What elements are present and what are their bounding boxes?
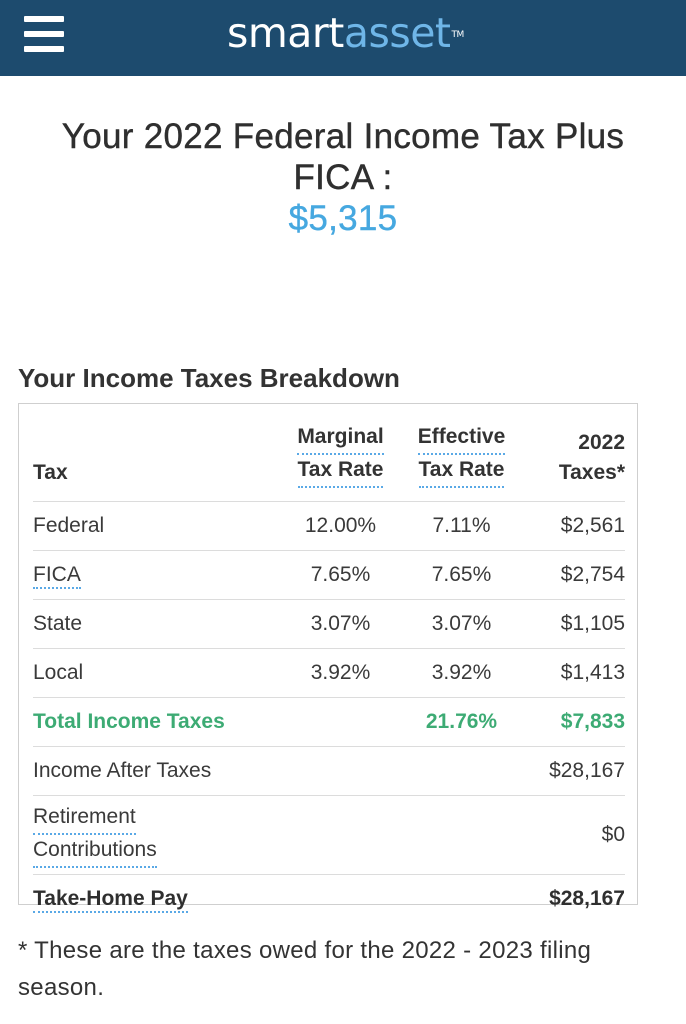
take-home-label-cell bbox=[33, 875, 283, 924]
table-header-row bbox=[33, 404, 625, 502]
row-fica-marginal: 7.65% bbox=[283, 551, 398, 600]
hamburger-menu-icon[interactable] bbox=[24, 16, 64, 52]
table-row bbox=[33, 649, 625, 698]
table-row bbox=[33, 600, 625, 649]
footnote: * These are the taxes owed for the 2022 - 2023 filing season. bbox=[18, 937, 592, 1001]
table-row bbox=[33, 502, 625, 551]
menu-bar-line bbox=[24, 16, 64, 22]
row-fica-effective: 7.65% bbox=[398, 551, 525, 600]
total-effective: 21.76% bbox=[398, 698, 525, 747]
after-taxes-amount: $28,167 bbox=[525, 747, 625, 796]
total-amount: $7,833 bbox=[525, 698, 625, 747]
menu-bar-line bbox=[24, 31, 64, 37]
row-federal-effective: 7.11% bbox=[398, 502, 525, 551]
logo-asset-text: asset bbox=[343, 9, 451, 57]
row-federal-marginal: 12.00% bbox=[283, 502, 398, 551]
total-marginal-empty bbox=[283, 698, 398, 747]
header-marginal-rate[interactable] bbox=[283, 404, 398, 502]
retirement-label-line-1[interactable]: Retirement bbox=[33, 802, 136, 835]
row-fica-label-cell bbox=[33, 551, 283, 600]
row-local-marginal: 3.92% bbox=[283, 649, 398, 698]
top-nav-bar bbox=[0, 0, 686, 76]
retirement-row bbox=[33, 796, 625, 875]
retirement-label-cell bbox=[33, 796, 283, 875]
row-fica-label[interactable]: FICA bbox=[33, 563, 81, 589]
after-taxes-label: Income After Taxes bbox=[33, 747, 283, 796]
header-marginal-line-1: Marginal bbox=[297, 422, 383, 455]
menu-bar-line bbox=[24, 46, 64, 52]
title-line-2: FICA : bbox=[293, 158, 393, 197]
row-state-effective: 3.07% bbox=[398, 600, 525, 649]
row-federal-amount: $2,561 bbox=[525, 502, 625, 551]
retirement-label-line-2[interactable]: Contributions bbox=[33, 835, 157, 868]
smartasset-logo[interactable] bbox=[227, 10, 464, 56]
retirement-amount: $0 bbox=[525, 796, 625, 875]
row-state-marginal: 3.07% bbox=[283, 600, 398, 649]
breakdown-heading: Your Income Taxes Breakdown bbox=[18, 363, 400, 393]
total-row bbox=[33, 698, 625, 747]
logo-trademark: TM bbox=[451, 30, 464, 40]
take-home-row bbox=[33, 875, 625, 924]
header-taxes-line-1: 2022 bbox=[578, 431, 625, 454]
total-label: Total Income Taxes bbox=[33, 698, 283, 747]
row-local-label: Local bbox=[33, 649, 283, 698]
page-title bbox=[0, 116, 686, 239]
row-local-amount: $1,413 bbox=[525, 649, 625, 698]
total-tax-amount: $5,315 bbox=[288, 199, 398, 238]
header-marginal-line-2: Tax Rate bbox=[298, 455, 384, 488]
logo-smart-text: smart bbox=[227, 9, 344, 57]
take-home-amount: $28,167 bbox=[525, 875, 625, 924]
title-line-1: Your 2022 Federal Income Tax Plus bbox=[61, 117, 625, 156]
row-state-label: State bbox=[33, 600, 283, 649]
header-taxes-line-2: Taxes* bbox=[558, 461, 625, 484]
row-federal-label: Federal bbox=[33, 502, 283, 551]
header-effective-rate[interactable] bbox=[398, 404, 525, 502]
header-tax: Tax bbox=[33, 461, 68, 484]
tax-breakdown-table bbox=[18, 403, 638, 911]
header-taxes bbox=[525, 404, 625, 502]
row-state-amount: $1,105 bbox=[525, 600, 625, 649]
after-taxes-row bbox=[33, 747, 625, 796]
row-local-effective: 3.92% bbox=[398, 649, 525, 698]
header-effective-line-2: Tax Rate bbox=[419, 455, 505, 488]
row-fica-amount: $2,754 bbox=[525, 551, 625, 600]
table-row bbox=[33, 551, 625, 600]
header-effective-line-1: Effective bbox=[418, 422, 506, 455]
take-home-label[interactable]: Take-Home Pay bbox=[33, 887, 188, 913]
